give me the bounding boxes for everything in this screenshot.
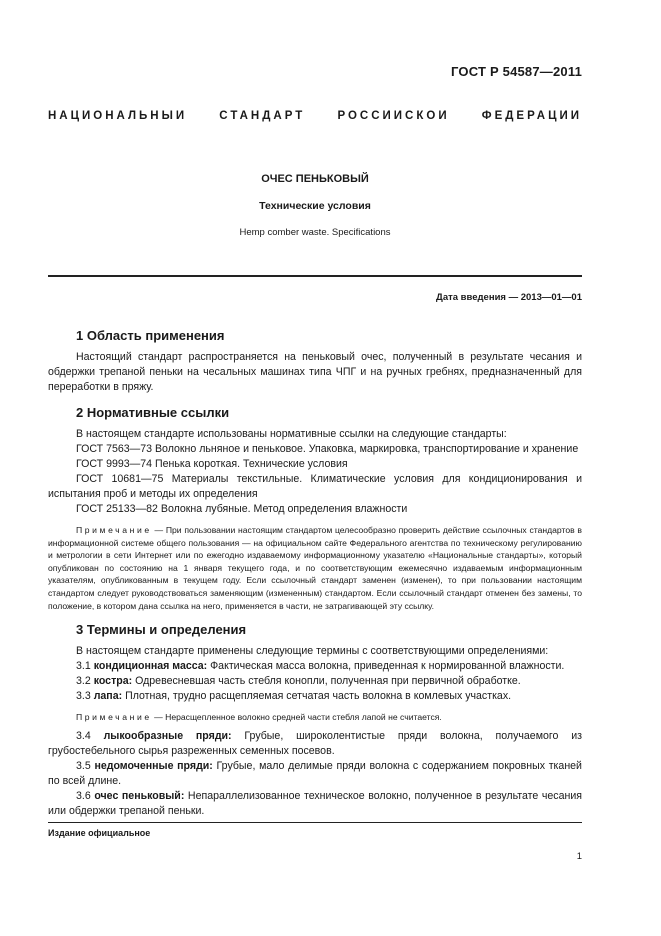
term-name: костра:: [93, 675, 133, 688]
term-definition: Непараллелизованное техническое волокно, полученное в результате чесания или обдержки трепаной пеньки.: [48, 789, 582, 817]
document-english-title: Hemp comber waste. Specifications: [239, 227, 391, 238]
term-number: 3.4: [76, 729, 91, 742]
section-terms-definitions: [48, 622, 582, 819]
note: [48, 711, 582, 724]
term-item: [48, 659, 582, 674]
term-definition: Плотная, трудно расщепляемая сетчатая часть волокна в комлевых участках.: [122, 690, 512, 703]
paragraph: В настоящем стандарте применены следующие термины с соответствующими определениями:: [76, 645, 549, 658]
term-item: [48, 674, 582, 689]
term-name: кондиционная масса:: [93, 660, 208, 673]
term-number: 3.5: [76, 759, 91, 772]
page-number: 1: [576, 851, 582, 862]
term-number: 3.1: [76, 660, 91, 673]
document-body: [48, 328, 582, 829]
document-id: ГОСТ Р 54587—2011: [451, 64, 582, 79]
section-scope: [48, 328, 582, 395]
term-name: лыкообразные пряди:: [103, 729, 232, 742]
term-number: 3.2: [76, 675, 91, 688]
paragraph: В настоящем стандарте использованы нормативные ссылки на следующие стандарты:: [76, 428, 507, 440]
note-text: — Нерасщепленное волокно средней части стебля лапой не считается.: [151, 712, 442, 723]
section-heading: 3 Термины и определения: [76, 622, 247, 638]
introduction-date: Дата введения — 2013—01—01: [436, 292, 582, 303]
note: [48, 524, 582, 612]
term-definition: Одревесневшая часть стебля конопли, полученная при первичной обработке.: [132, 675, 521, 688]
organization-line: НАЦИОНАЛЬНЫЙ СТАНДАРТ РОССИЙСКОЙ ФЕДЕРАЦИИ: [48, 110, 582, 122]
edition-label: Издание официальное: [48, 828, 151, 838]
term-name: очес пеньковый:: [94, 789, 185, 802]
term-item: [48, 729, 582, 759]
term-definition: Грубые, широколентистые пряди волокна, получаемого из грубостебельного сырья разреженных семенных посевов.: [48, 729, 582, 757]
section-heading: 2 Нормативные ссылки: [76, 405, 230, 420]
footer-divider: [48, 822, 582, 823]
note-label: Примечание: [76, 525, 152, 535]
term-item: [48, 689, 582, 704]
section-normative-references: [48, 405, 582, 612]
document-title: ОЧЕС ПЕНЬКОВЫЙ: [261, 173, 369, 185]
term-definition: Грубые, мало делимые пряди волокна с содержанием покровных тканей по всей длине.: [48, 759, 582, 787]
term-item: [48, 789, 582, 819]
reference-item: ГОСТ 10681—75 Материалы текстильные. Климатические условия для кондиционирования и испытания проб и методы их определения: [48, 473, 582, 500]
term-name: недомоченные пряди:: [94, 759, 213, 772]
note-text: — При пользовании настоящим стандартом целесообразно проверить действие ссылочных стандартов в информационной системе общего пользования — на официальном сайте Федерального агентства по техническому регулированию и метрологии в сети Интернет или по ежегодно издаваемому информационному указателю «Национальные стандарты», который опубликован по состоянию на 1 января текущего года, и по соответствующим ежемесячно издаваемым информационным указателям, опубликованным в текущем году. Если ссылочный стандарт заменен (изменен), то при пользовании настоящим стандартом следует руководствоваться заменяющим (измененным) стандартом. Если ссылочный стандарт отменен без замены, то положение, в котором дана ссылка на него, применяется в части, не затрагивающей эту ссылку.: [48, 525, 582, 611]
paragraph: Настоящий стандарт распространяется на пеньковый очес, полученный в результате чесания и обдержки трепаной пеньки на чесальных машинах типа ЧПГ и на ручных гребнях, предназначенный для переработки в пряжу.: [48, 351, 582, 393]
note-label: Примечание: [76, 712, 152, 723]
term-definition: Фактическая масса волокна, приведенная к нормированной влажности.: [207, 660, 565, 673]
document-subtitle: Технические условия: [259, 200, 371, 212]
term-name: лапа:: [93, 690, 123, 703]
term-number: 3.3: [76, 690, 91, 703]
term-item: [48, 759, 582, 789]
term-number: 3.6: [76, 789, 91, 802]
header-divider: [48, 275, 582, 277]
reference-item: ГОСТ 25133—82 Волокна лубяные. Метод определения влажности: [76, 503, 408, 515]
reference-item: ГОСТ 7563—73 Волокно льняное и пеньковое. Упаковка, маркировка, транспортирование и хранение: [76, 443, 579, 455]
reference-item: ГОСТ 9993—74 Пенька короткая. Технические условия: [76, 458, 348, 470]
section-heading: 1 Область применения: [76, 328, 225, 343]
